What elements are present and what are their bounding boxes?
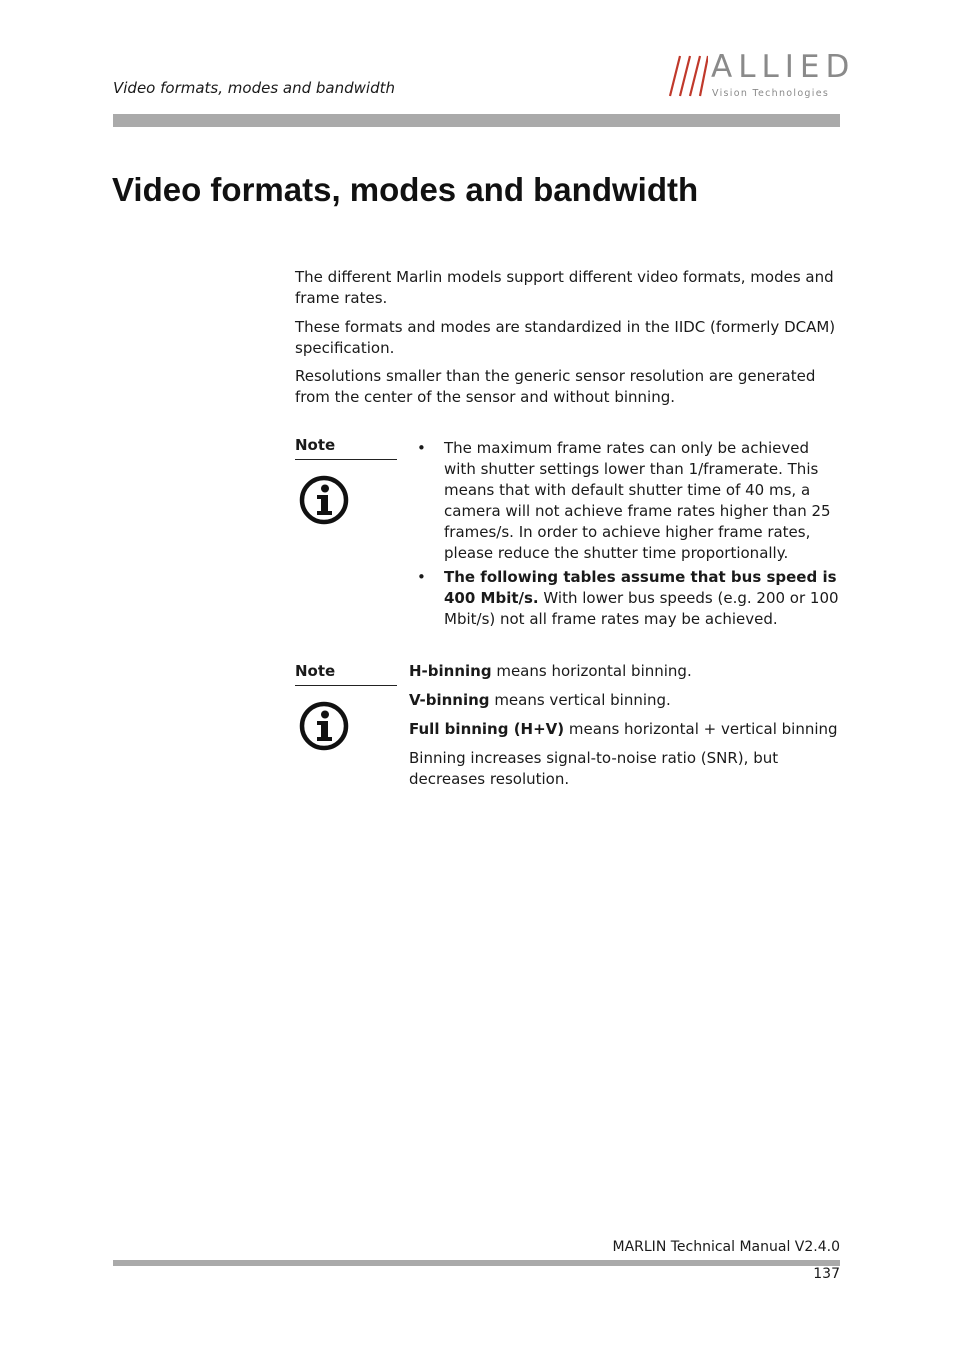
term: Full binning (H+V) bbox=[409, 720, 565, 738]
term: V-binning bbox=[409, 691, 490, 709]
bullet-text: The maximum frame rates can only be achieved with shutter settings lower than 1/framerate. This means that with default shutter time of 40 ms, a camera will not achieve frame rates higher than 25 frames/s. In order to achieve higher frame rates, please reduce the shutter time proportionally. bbox=[444, 439, 831, 562]
full-binning-line bbox=[409, 719, 849, 740]
definition: means horizontal + vertical binning bbox=[564, 720, 838, 738]
bullet-text: With lower bus speeds (e.g. 200 or 100 Mbit/s) not all frame rates may be achieved. bbox=[444, 589, 839, 628]
info-icon bbox=[298, 700, 350, 752]
list-item bbox=[415, 567, 843, 630]
resolution-paragraph: Resolutions smaller than the generic sensor resolution are generated from the center of the sensor and without binning. bbox=[295, 367, 816, 406]
note-bullet-list bbox=[415, 438, 843, 633]
triple-slash-logo-icon bbox=[668, 54, 708, 98]
note-label: Note bbox=[295, 435, 397, 460]
list-item bbox=[415, 438, 843, 564]
definition: means vertical binning. bbox=[489, 691, 671, 709]
term: H-binning bbox=[409, 662, 492, 680]
v-binning-line bbox=[409, 690, 849, 711]
definition: Binning increases signal-to-noise ratio (SNR), but decreases resolution. bbox=[409, 749, 779, 788]
page-number: 137 bbox=[813, 1266, 840, 1282]
page-title: Video formats, modes and bandwidth bbox=[112, 171, 699, 208]
footer-rule bbox=[113, 1260, 840, 1266]
bullet-bold-text: The following tables assume that bus speed is 400 Mbit/s. bbox=[444, 568, 837, 607]
logo-subtitle: Vision Technologies bbox=[712, 88, 830, 99]
h-binning-line bbox=[409, 661, 849, 682]
bullet-icon: • bbox=[417, 439, 426, 457]
info-icon bbox=[298, 474, 350, 526]
intro-paragraph: The different Marlin models support different video formats, modes and frame rates. bbox=[295, 268, 834, 307]
standards-paragraph: These formats and modes are standardized in the IIDC (formerly DCAM) specification. bbox=[295, 318, 836, 357]
bullet-icon: • bbox=[417, 568, 426, 586]
definition: means horizontal binning. bbox=[491, 662, 692, 680]
header-rule bbox=[113, 114, 840, 127]
allied-logo bbox=[668, 49, 856, 102]
running-head: Video formats, modes and bandwidth bbox=[113, 79, 395, 97]
note-label: Note bbox=[295, 661, 397, 686]
binning-note bbox=[409, 661, 849, 798]
binning-snr-line bbox=[409, 748, 849, 790]
logo-brand: ALLIED bbox=[711, 49, 856, 85]
footer-manual-title: MARLIN Technical Manual V2.4.0 bbox=[612, 1239, 840, 1255]
